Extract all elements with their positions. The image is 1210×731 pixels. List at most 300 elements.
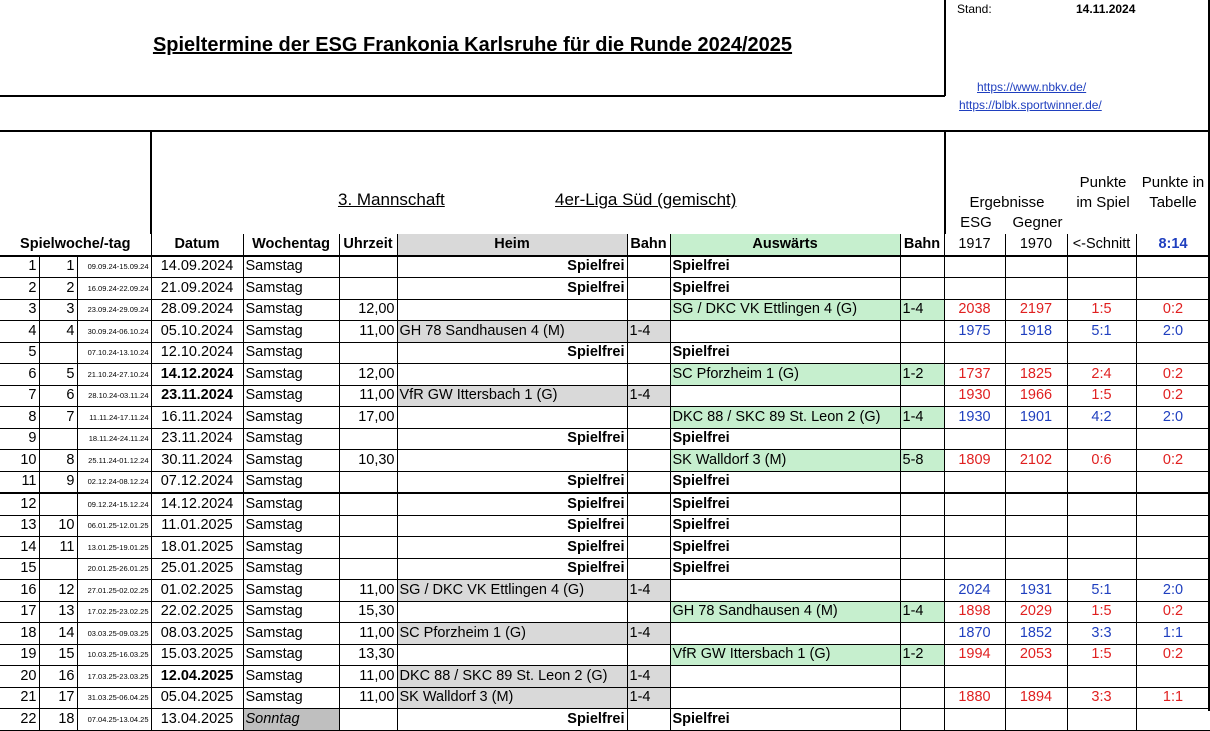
datum-cell: 07.12.2024 [151,471,243,493]
esg-result-cell [944,256,1005,278]
spieltag-cell: 6 [39,385,77,407]
spieltag-cell: 16 [39,666,77,688]
schedule-table [0,234,1210,731]
punkte-tabelle-cell: 0:2 [1136,644,1210,666]
wochentag-cell: Samstag [243,364,339,386]
gegner-heading: Gegner [1012,214,1063,231]
punkte-tabelle-cell: 0:2 [1136,299,1210,321]
heim-cell: Spielfrei [397,471,627,493]
esg-result-cell [944,515,1005,537]
bahn-heim-cell [627,450,670,472]
gegner-result-cell [1005,515,1067,537]
bahn-auswaerts-cell [900,623,944,645]
wochentag-cell: Samstag [243,342,339,364]
bahn-auswaerts-cell [900,385,944,407]
table-row [0,687,1210,709]
table-row [0,623,1210,645]
col-wochentag: Wochentag [243,234,339,256]
bahn-heim-cell [627,537,670,559]
spieltag-cell: 5 [39,364,77,386]
punkte-tabelle-cell: 2:0 [1136,407,1210,429]
uhrzeit-cell: 11,00 [339,666,397,688]
bahn-auswaerts-cell [900,558,944,580]
gegner-average: 1970 [1005,234,1067,256]
datum-cell: 11.01.2025 [151,515,243,537]
date-range-cell: 10.03.25-16.03.25 [77,644,151,666]
esg-result-cell [944,278,1005,300]
heim-cell [397,601,627,623]
gegner-result-cell: 1894 [1005,687,1067,709]
punkte-spiel-cell: 3:3 [1067,623,1136,645]
heim-cell [397,364,627,386]
uhrzeit-cell [339,278,397,300]
bahn-heim-cell [627,471,670,493]
gegner-result-cell: 1966 [1005,385,1067,407]
punkte-spiel-cell [1067,709,1136,731]
datum-cell: 21.09.2024 [151,278,243,300]
esg-result-cell [944,342,1005,364]
punkte-spiel-cell [1067,558,1136,580]
punkte-tabelle-cell [1136,709,1210,731]
date-range-cell: 03.03.25-09.03.25 [77,623,151,645]
wochentag-cell: Samstag [243,321,339,343]
wochentag-cell: Samstag [243,428,339,450]
auswaerts-cell: SC Pforzheim 1 (G) [670,364,900,386]
bahn-heim-cell: 1-4 [627,321,670,343]
spielwoche-cell: 3 [0,299,39,321]
date-range-cell: 07.04.25-13.04.25 [77,709,151,731]
gegner-result-cell [1005,493,1067,515]
punkte-tabelle-cell [1136,428,1210,450]
date-range-cell: 21.10.24-27.10.24 [77,364,151,386]
spieltag-cell: 10 [39,515,77,537]
uhrzeit-cell: 17,00 [339,407,397,429]
divider [944,0,946,96]
gegner-result-cell: 1852 [1005,623,1067,645]
esg-result-cell [944,666,1005,688]
wochentag-cell: Samstag [243,278,339,300]
col-heim: Heim [397,234,627,256]
divider [0,130,1210,132]
stand-label: Stand: [957,2,992,16]
datum-cell: 14.09.2024 [151,256,243,278]
auswaerts-cell: DKC 88 / SKC 89 St. Leon 2 (G) [670,407,900,429]
heim-cell: SG / DKC VK Ettlingen 4 (G) [397,580,627,602]
datum-cell: 14.12.2024 [151,364,243,386]
datum-cell: 05.10.2024 [151,321,243,343]
esg-result-cell [944,537,1005,559]
punkte-tabelle-heading: Punkte in Tabelle [1141,174,1205,211]
bahn-heim-cell: 1-4 [627,580,670,602]
punkte-tabelle-cell [1136,537,1210,559]
spieltag-cell: 11 [39,537,77,559]
divider [0,95,945,97]
esg-result-cell: 1870 [944,623,1005,645]
date-range-cell: 31.03.25-06.04.25 [77,687,151,709]
table-row [0,580,1210,602]
spieltag-cell [39,558,77,580]
date-range-cell: 27.01.25-02.02.25 [77,580,151,602]
bahn-auswaerts-cell [900,321,944,343]
table-row [0,709,1210,731]
spieltag-cell [39,493,77,515]
auswaerts-cell: Spielfrei [670,493,900,515]
gegner-result-cell [1005,537,1067,559]
bahn-auswaerts-cell [900,580,944,602]
wochentag-cell: Samstag [243,256,339,278]
uhrzeit-cell: 11,00 [339,321,397,343]
date-range-cell: 18.11.24-24.11.24 [77,428,151,450]
datum-cell: 05.04.2025 [151,687,243,709]
wochentag-cell: Samstag [243,687,339,709]
auswaerts-cell: SG / DKC VK Ettlingen 4 (G) [670,299,900,321]
datum-cell: 13.04.2025 [151,709,243,731]
punkte-tabelle-cell: 1:1 [1136,623,1210,645]
table-row [0,601,1210,623]
date-range-cell: 23.09.24-29.09.24 [77,299,151,321]
punkte-tabelle-cell [1136,666,1210,688]
wochentag-cell: Samstag [243,299,339,321]
punkte-tabelle-cell: 0:2 [1136,364,1210,386]
uhrzeit-cell: 12,00 [339,364,397,386]
uhrzeit-cell: 11,00 [339,623,397,645]
heim-cell: Spielfrei [397,278,627,300]
esg-result-cell [944,558,1005,580]
gegner-result-cell [1005,666,1067,688]
auswaerts-cell [670,687,900,709]
bahn-heim-cell [627,407,670,429]
punkte-tabelle-cell: 0:2 [1136,601,1210,623]
uhrzeit-cell [339,537,397,559]
esg-result-cell: 1930 [944,385,1005,407]
table-row [0,342,1210,364]
col-spielwoche: Spielwoche/-tag [0,234,151,256]
col-uhrzeit: Uhrzeit [339,234,397,256]
punkte-spiel-cell: 1:5 [1067,385,1136,407]
esg-result-cell: 1898 [944,601,1005,623]
date-range-cell: 06.01.25-12.01.25 [77,515,151,537]
wochentag-cell: Samstag [243,450,339,472]
datum-cell: 30.11.2024 [151,450,243,472]
uhrzeit-cell [339,428,397,450]
bahn-auswaerts-cell [900,515,944,537]
esg-result-cell: 1930 [944,407,1005,429]
heim-cell: Spielfrei [397,493,627,515]
table-row [0,450,1210,472]
schnitt-label: <-Schnitt [1067,234,1136,256]
punkte-spiel-cell: 5:1 [1067,321,1136,343]
date-range-cell: 09.09.24-15.09.24 [77,256,151,278]
table-row [0,428,1210,450]
punkte-tabelle-cell: 2:0 [1136,321,1210,343]
gegner-result-cell [1005,709,1067,731]
esg-result-cell: 1994 [944,644,1005,666]
punkte-spiel-cell: 3:3 [1067,687,1136,709]
spielwoche-cell: 6 [0,364,39,386]
table-row [0,558,1210,580]
auswaerts-cell: Spielfrei [670,342,900,364]
heim-cell: Spielfrei [397,537,627,559]
punkte-tabelle-cell [1136,493,1210,515]
bahn-auswaerts-cell [900,428,944,450]
auswaerts-cell [670,385,900,407]
gegner-result-cell: 1931 [1005,580,1067,602]
wochentag-cell: Samstag [243,580,339,602]
auswaerts-cell: VfR GW Ittersbach 1 (G) [670,644,900,666]
auswaerts-cell: Spielfrei [670,278,900,300]
datum-cell: 08.03.2025 [151,623,243,645]
auswaerts-cell [670,321,900,343]
spielwoche-cell: 16 [0,580,39,602]
punkte-spiel-cell: 0:6 [1067,450,1136,472]
table-row [0,471,1210,493]
datum-cell: 23.11.2024 [151,428,243,450]
spielwoche-cell: 13 [0,515,39,537]
esg-result-cell [944,471,1005,493]
esg-result-cell: 1737 [944,364,1005,386]
bahn-auswaerts-cell: 5-8 [900,450,944,472]
bahn-auswaerts-cell [900,256,944,278]
esg-result-cell: 1975 [944,321,1005,343]
heim-cell: DKC 88 / SKC 89 St. Leon 2 (G) [397,666,627,688]
auswaerts-cell: Spielfrei [670,428,900,450]
auswaerts-cell [670,580,900,602]
datum-cell: 15.03.2025 [151,644,243,666]
spieltag-cell: 14 [39,623,77,645]
heim-cell: GH 78 Sandhausen 4 (M) [397,321,627,343]
bahn-auswaerts-cell [900,537,944,559]
punkte-spiel-cell: 1:5 [1067,299,1136,321]
heim-cell [397,299,627,321]
punkte-spiel-cell [1067,256,1136,278]
gegner-result-cell [1005,471,1067,493]
bahn-auswaerts-cell: 1-4 [900,407,944,429]
wochentag-cell: Samstag [243,493,339,515]
datum-cell: 12.10.2024 [151,342,243,364]
table-row [0,407,1210,429]
gegner-result-cell [1005,428,1067,450]
heim-cell: Spielfrei [397,428,627,450]
page-title: Spieltermine der ESG Frankonia Karlsruhe für die Runde 2024/2025 [152,34,793,56]
ergebnisse-heading: Ergebnisse [969,194,1045,211]
heim-cell [397,644,627,666]
wochentag-cell: Samstag [243,385,339,407]
esg-result-cell [944,428,1005,450]
bahn-heim-cell [627,709,670,731]
table-row [0,321,1210,343]
team-name: 3. Mannschaft [338,190,445,209]
bahn-auswaerts-cell: 1-2 [900,644,944,666]
wochentag-cell: Sonntag [243,709,339,731]
datum-cell: 22.02.2025 [151,601,243,623]
table-row [0,278,1210,300]
heim-cell [397,407,627,429]
esg-result-cell: 2024 [944,580,1005,602]
bahn-auswaerts-cell: 1-4 [900,601,944,623]
date-range-cell: 13.01.25-19.01.25 [77,537,151,559]
date-range-cell: 07.10.24-13.10.24 [77,342,151,364]
heim-cell: Spielfrei [397,515,627,537]
punkte-tabelle-cell: 2:0 [1136,580,1210,602]
spieltag-cell: 18 [39,709,77,731]
date-range-cell: 28.10.24-03.11.24 [77,385,151,407]
spieltag-cell: 4 [39,321,77,343]
gegner-result-cell [1005,278,1067,300]
col-bahn-auswaerts: Bahn [900,234,944,256]
table-row [0,364,1210,386]
gegner-result-cell [1005,256,1067,278]
heim-cell [397,450,627,472]
uhrzeit-cell [339,515,397,537]
spielwoche-cell: 18 [0,623,39,645]
spielwoche-cell: 11 [0,471,39,493]
spieltag-cell: 1 [39,256,77,278]
punkte-tabelle-cell [1136,515,1210,537]
spielwoche-cell: 17 [0,601,39,623]
bahn-heim-cell [627,278,670,300]
date-range-cell: 02.12.24-08.12.24 [77,471,151,493]
uhrzeit-cell: 11,00 [339,385,397,407]
uhrzeit-cell [339,471,397,493]
auswaerts-cell: SK Walldorf 3 (M) [670,450,900,472]
esg-result-cell: 2038 [944,299,1005,321]
uhrzeit-cell: 11,00 [339,687,397,709]
wochentag-cell: Samstag [243,471,339,493]
wochentag-cell: Samstag [243,407,339,429]
spieltag-cell: 13 [39,601,77,623]
bahn-auswaerts-cell: 1-2 [900,364,944,386]
datum-cell: 14.12.2024 [151,493,243,515]
spieltag-cell: 15 [39,644,77,666]
bahn-auswaerts-cell [900,278,944,300]
spieltag-cell: 2 [39,278,77,300]
auswaerts-cell: Spielfrei [670,537,900,559]
datum-cell: 28.09.2024 [151,299,243,321]
heim-cell: Spielfrei [397,709,627,731]
date-range-cell: 17.03.25-23.03.25 [77,666,151,688]
uhrzeit-cell: 10,30 [339,450,397,472]
spieltag-cell [39,342,77,364]
punkte-spiel-cell [1067,493,1136,515]
heim-cell: Spielfrei [397,558,627,580]
wochentag-cell: Samstag [243,666,339,688]
spielwoche-cell: 8 [0,407,39,429]
punkte-tabelle-cell: 0:2 [1136,385,1210,407]
spielwoche-cell: 5 [0,342,39,364]
uhrzeit-cell [339,493,397,515]
uhrzeit-cell: 15,30 [339,601,397,623]
punkte-spiel-cell: 4:2 [1067,407,1136,429]
stand-date: 14.11.2024 [1076,2,1136,16]
table-row [0,515,1210,537]
punkte-tabelle-cell [1136,558,1210,580]
bahn-heim-cell: 1-4 [627,385,670,407]
bahn-heim-cell [627,299,670,321]
heim-cell: VfR GW Ittersbach 1 (G) [397,385,627,407]
date-range-cell: 17.02.25-23.02.25 [77,601,151,623]
datum-cell: 16.11.2024 [151,407,243,429]
date-range-cell: 16.09.24-22.09.24 [77,278,151,300]
league-name: 4er-Liga Süd (gemischt) [555,190,737,209]
esg-average: 1917 [944,234,1005,256]
spielwoche-cell: 4 [0,321,39,343]
esg-heading: ESG [960,214,992,231]
nbkv-link[interactable]: https://www.nbkv.de/ [977,80,1087,94]
datum-cell: 25.01.2025 [151,558,243,580]
spielwoche-cell: 12 [0,493,39,515]
uhrzeit-cell [339,256,397,278]
esg-result-cell [944,493,1005,515]
table-row [0,644,1210,666]
table-row [0,537,1210,559]
spieltag-cell: 12 [39,580,77,602]
sportwinner-link[interactable]: https://blbk.sportwinner.de/ [959,98,1102,112]
spieltag-cell: 3 [39,299,77,321]
bahn-heim-cell: 1-4 [627,666,670,688]
punkte-spiel-cell [1067,342,1136,364]
uhrzeit-cell [339,558,397,580]
table-row [0,385,1210,407]
wochentag-cell: Samstag [243,644,339,666]
spielwoche-cell: 7 [0,385,39,407]
bahn-auswaerts-cell [900,471,944,493]
esg-result-cell: 1809 [944,450,1005,472]
punkte-spiel-cell [1067,666,1136,688]
spielwoche-cell: 1 [0,256,39,278]
punkte-spiel-cell [1067,428,1136,450]
gegner-result-cell: 1918 [1005,321,1067,343]
wochentag-cell: Samstag [243,515,339,537]
wochentag-cell: Samstag [243,623,339,645]
uhrzeit-cell [339,709,397,731]
gegner-result-cell: 2029 [1005,601,1067,623]
heim-cell: SC Pforzheim 1 (G) [397,623,627,645]
datum-cell: 23.11.2024 [151,385,243,407]
date-range-cell: 25.11.24-01.12.24 [77,450,151,472]
table-row [0,666,1210,688]
auswaerts-cell: Spielfrei [670,471,900,493]
uhrzeit-cell: 12,00 [339,299,397,321]
wochentag-cell: Samstag [243,537,339,559]
spielwoche-cell: 20 [0,666,39,688]
auswaerts-cell: Spielfrei [670,558,900,580]
gegner-result-cell: 2053 [1005,644,1067,666]
table-header-row [0,234,1210,256]
bahn-heim-cell: 1-4 [627,623,670,645]
spieltag-cell: 17 [39,687,77,709]
bahn-auswaerts-cell: 1-4 [900,299,944,321]
table-row [0,256,1210,278]
col-datum: Datum [151,234,243,256]
wochentag-cell: Samstag [243,558,339,580]
bahn-heim-cell [627,342,670,364]
punkte-spiel-cell: 2:4 [1067,364,1136,386]
punkte-tabelle-cell: 1:1 [1136,687,1210,709]
datum-cell: 01.02.2025 [151,580,243,602]
gegner-result-cell [1005,558,1067,580]
wochentag-cell: Samstag [243,601,339,623]
spielwoche-cell: 14 [0,537,39,559]
datum-cell: 18.01.2025 [151,537,243,559]
punkte-spiel-cell [1067,471,1136,493]
spieltag-cell [39,428,77,450]
spielwoche-cell: 2 [0,278,39,300]
bahn-auswaerts-cell [900,342,944,364]
punkte-spiel-cell [1067,278,1136,300]
spielwoche-cell: 15 [0,558,39,580]
spieltag-cell: 7 [39,407,77,429]
punkte-tabelle-cell [1136,256,1210,278]
